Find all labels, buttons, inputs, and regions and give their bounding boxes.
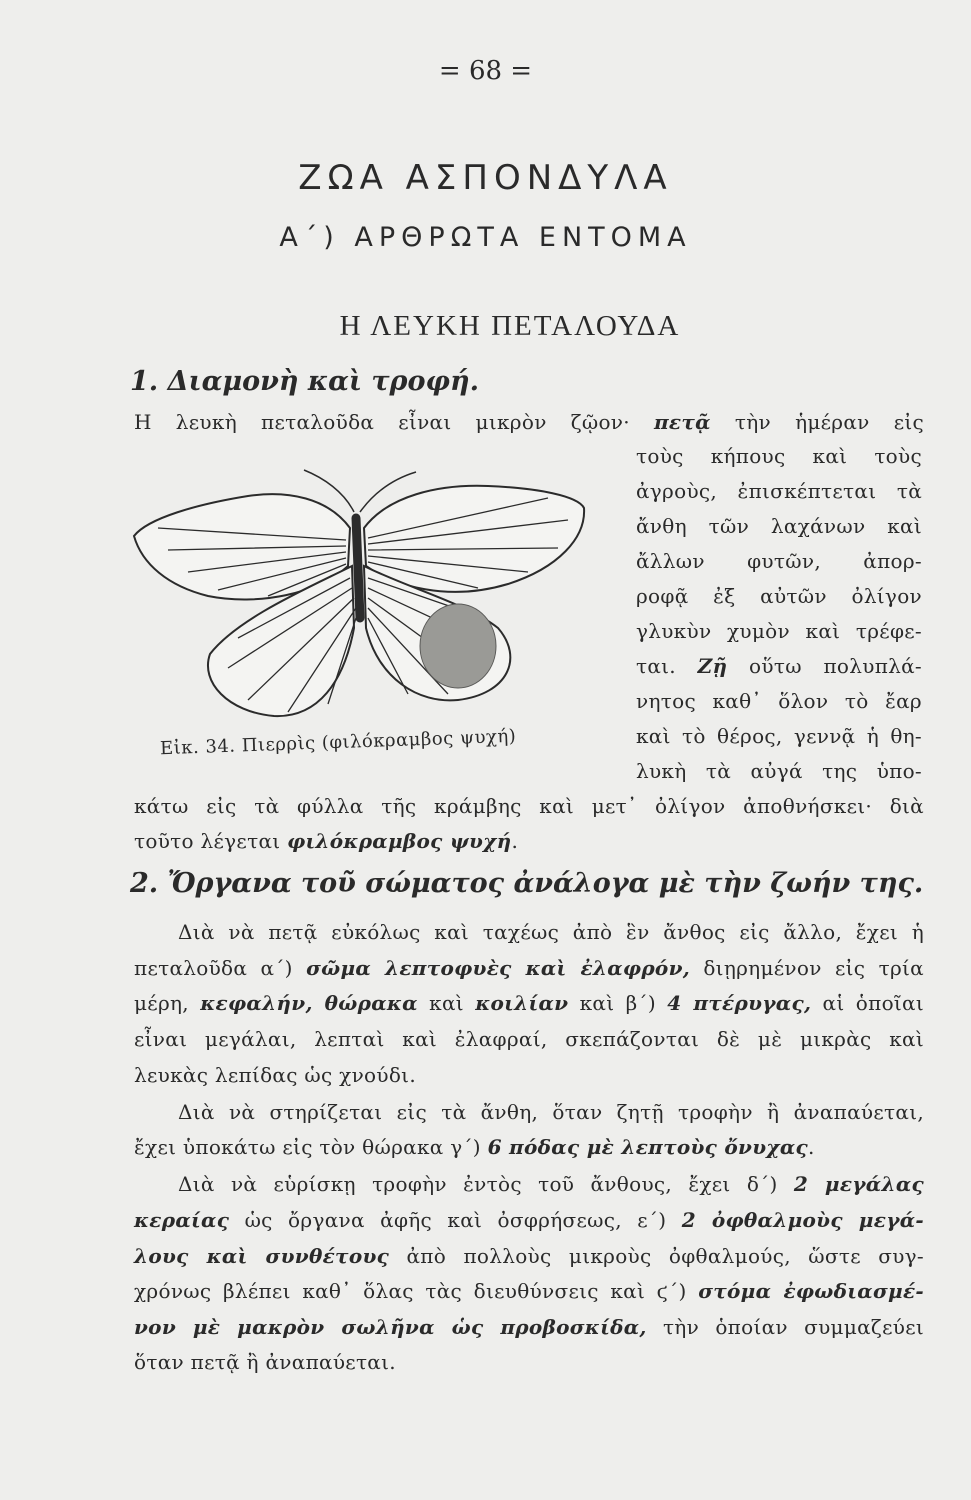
emphasis-run: λους καὶ συνθέτους bbox=[134, 1244, 390, 1268]
text-line: εἶναι μεγάλαι, λεπταὶ καὶ ἐλαφραί, σκεπάζονται δὲ μὲ μικρὰς καὶ bbox=[134, 1027, 924, 1051]
emphasis-run: Ζῇ bbox=[697, 654, 728, 678]
emphasis-run: σῶμα λεπτοφυὲς καὶ ἐλαφρόν, bbox=[306, 956, 691, 980]
text-line bbox=[134, 991, 924, 1015]
text-line: Διὰ νὰ πετᾷ εὐκόλως καὶ ταχέως ἀπὸ ἓν ἄνθος εἰς ἄλλο, ἔχει ἡ bbox=[178, 920, 924, 944]
text-run: ὡς ὄργανα ἀφῆς καὶ ὀσφρήσεως, ε΄) bbox=[229, 1208, 682, 1232]
text-run: μέρη, bbox=[134, 991, 201, 1015]
text-run: καὶ β΄) bbox=[568, 991, 668, 1015]
text-run: Η λευκὴ πεταλοῦδα εἶναι μικρὸν ζῷον· bbox=[134, 410, 654, 434]
text-line: ἄλλων φυτῶν, ἀπορ- bbox=[636, 549, 922, 573]
text-line: τοὺς κήπους καὶ τοὺς bbox=[636, 444, 922, 468]
page-number: = 68 = bbox=[438, 56, 533, 86]
text-line: ἀγροὺς, ἐπισκέπτεται τὰ bbox=[636, 479, 922, 503]
emphasis-run: κεραίας bbox=[134, 1208, 230, 1232]
text-run: τὴν ἡμέραν εἰς bbox=[710, 410, 924, 434]
butterfly-illustration bbox=[128, 468, 588, 722]
heading-sub: Α΄) ΑΡΘΡΩΤΑ ΕΝΤΟΜΑ bbox=[279, 222, 692, 253]
text-line bbox=[178, 1172, 924, 1196]
text-run: οὕτω πολυπλά- bbox=[727, 654, 922, 678]
emphasis-run: φιλόκραμβος ψυχή bbox=[287, 829, 512, 853]
figure-caption: Εἰκ. 34. Πιερρὶς (φιλόκραμβος ψυχή) bbox=[159, 725, 517, 760]
text-line: ἄνθη τῶν λαχάνων καὶ bbox=[636, 514, 922, 538]
emphasis-run: κοιλίαν bbox=[475, 991, 569, 1015]
emphasis-run: 2 μεγάλας bbox=[793, 1172, 924, 1196]
text-line bbox=[134, 1135, 815, 1159]
section-1-title: 1. Διαμονὴ καὶ τροφή. bbox=[130, 366, 479, 397]
text-line: λευκὰς λεπίδας ὡς χνούδι. bbox=[134, 1063, 416, 1087]
text-line: ροφᾷ ἐξ αὐτῶν ὀλίγον bbox=[636, 584, 922, 608]
text-run: . bbox=[808, 1135, 815, 1159]
text-line bbox=[134, 829, 518, 853]
text-line: νητος καθ᾿ ὅλον τὸ ἔαρ bbox=[636, 689, 922, 713]
text-line: γλυκὺν χυμὸν καὶ τρέφε- bbox=[636, 619, 922, 643]
emphasis-run: 2 ὀφθαλμοὺς μεγά- bbox=[681, 1208, 924, 1232]
text-line bbox=[134, 1279, 924, 1303]
emphasis-run: νον μὲ μακρὸν σωλῆνα ὡς προβοσκίδα, bbox=[134, 1315, 647, 1339]
emphasis-run: πετᾷ bbox=[653, 410, 711, 434]
text-run: αἱ ὁποῖαι bbox=[811, 991, 924, 1015]
text-run: καὶ bbox=[417, 991, 476, 1015]
text-run: πεταλοῦδα α΄) bbox=[134, 956, 307, 980]
emphasis-run: 4 πτέρυγας, bbox=[667, 991, 812, 1015]
heading-title: Η ΛΕΥΚΗ ΠΕΤΑΛΟΥΔΑ bbox=[339, 310, 681, 342]
text-run: διῃρημένον εἰς τρία bbox=[690, 956, 924, 980]
text-line bbox=[134, 410, 924, 434]
text-line bbox=[134, 1315, 924, 1339]
text-run: ἔχει ὑποκάτω εἰς τὸν θώρακα γ΄) bbox=[134, 1135, 488, 1159]
text-line bbox=[134, 1208, 924, 1232]
text-run: χρόνως βλέπει καθ᾿ ὅλας τὰς διευθύνσεις καὶ ϛ΄) bbox=[134, 1279, 699, 1303]
text-line: Διὰ νὰ στηρίζεται εἰς τὰ ἄνθη, ὅταν ζητῇ τροφὴν ἢ ἀναπαύεται, bbox=[178, 1100, 924, 1124]
emphasis-run: 6 πόδας μὲ λεπτοὺς ὄνυχας bbox=[487, 1135, 809, 1159]
text-line: κάτω εἰς τὰ φύλλα τῆς κράμβης καὶ μετ᾿ ὀλίγον ἀποθνήσκει· διὰ bbox=[134, 794, 924, 818]
heading-main: ΖΩΑ ΑΣΠΟΝΔΥΛΑ bbox=[298, 158, 673, 198]
text-line bbox=[134, 1244, 924, 1268]
text-line: λυκὴ τὰ αὐγά της ὑπο- bbox=[636, 759, 922, 783]
text-line bbox=[636, 654, 922, 678]
emphasis-run: στόμα ἐφωδιασμέ- bbox=[698, 1279, 925, 1303]
text-line: ὅταν πετᾷ ἢ ἀναπαύεται. bbox=[134, 1350, 396, 1374]
text-run: τὴν ὁποίαν συμμαζεύει bbox=[646, 1315, 924, 1339]
text-run: Διὰ νὰ εὑρίσκῃ τροφὴν ἐντὸς τοῦ ἄνθους, ἔχει δ΄) bbox=[178, 1172, 794, 1196]
text-line bbox=[134, 956, 924, 980]
emphasis-run: κεφαλήν, θώρακα bbox=[200, 991, 418, 1015]
text-run: τοῦτο λέγεται bbox=[134, 829, 288, 853]
text-run: . bbox=[511, 829, 519, 853]
text-run: ται. bbox=[636, 654, 698, 678]
text-run: ἀπὸ πολλοὺς μικροὺς ὀφθαλμούς, ὥστε συγ- bbox=[389, 1244, 924, 1268]
section-2-title: 2. Ὄργανα τοῦ σώματος ἀνάλογα μὲ τὴν ζωήν της. bbox=[130, 868, 924, 899]
text-line: καὶ τὸ θέρος, γεννᾷ ἡ θη- bbox=[636, 724, 922, 748]
